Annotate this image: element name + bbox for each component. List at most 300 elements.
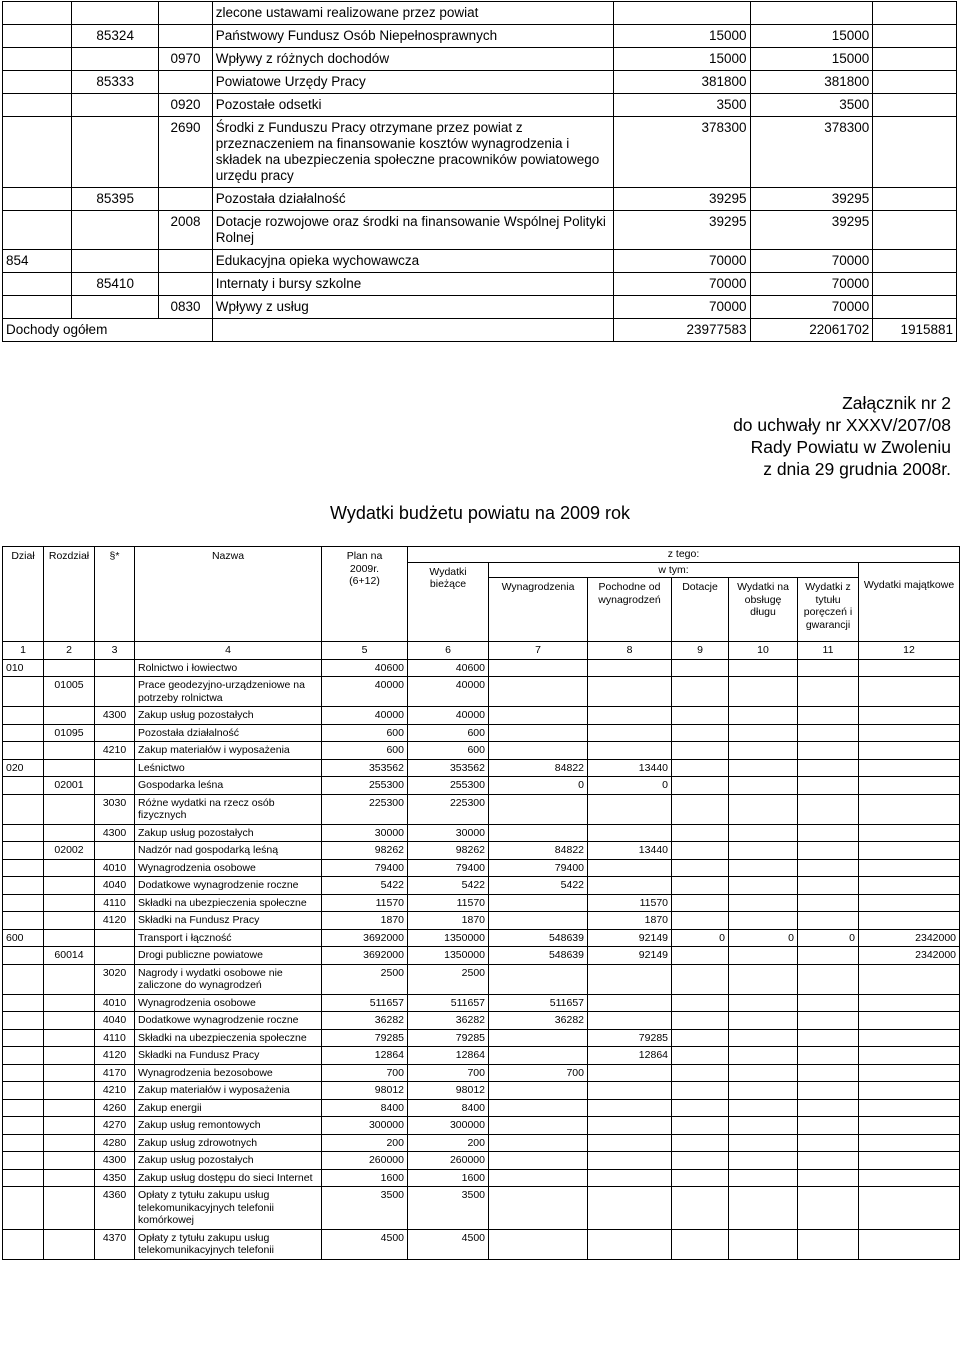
name-cell: Składki na ubezpieczenia społeczne (135, 894, 322, 912)
dotacje-cell (672, 777, 729, 795)
dotacje-cell (672, 1064, 729, 1082)
paragraf-cell: 4260 (95, 1099, 135, 1117)
poreczenia-cell (798, 1029, 859, 1047)
dzial-cell (3, 1082, 44, 1100)
obsluga-cell (729, 1117, 798, 1135)
majatkowe-cell (859, 1099, 960, 1117)
dzial-cell (3, 296, 72, 319)
pochodne-cell (588, 1152, 672, 1170)
col-biezace: Wydatki bieżące (408, 562, 489, 642)
paragraf-cell: 4300 (95, 1152, 135, 1170)
plan-cell: 3692000 (322, 947, 408, 965)
obsluga-cell (729, 777, 798, 795)
pochodne-cell: 1870 (588, 912, 672, 930)
paragraf-cell (95, 777, 135, 795)
majatkowe-cell: 2342000 (859, 947, 960, 965)
obsluga-cell (729, 1187, 798, 1230)
amount-cell: 15000 (614, 25, 750, 48)
dzial-cell: 010 (3, 659, 44, 677)
paragraf-cell: 2690 (159, 117, 213, 188)
wynagrodzenia-cell: 36282 (489, 1012, 588, 1030)
obsluga-cell (729, 1134, 798, 1152)
rozdzial-cell (44, 759, 95, 777)
paragraf-cell: 4210 (95, 742, 135, 760)
amount-cell (873, 250, 957, 273)
dzial-cell (3, 1117, 44, 1135)
poreczenia-cell (798, 742, 859, 760)
amount-cell (873, 188, 957, 211)
dotacje-cell (672, 842, 729, 860)
name-cell: Zakup materiałów i wyposażenia (135, 742, 322, 760)
table-row (3, 659, 960, 677)
name-cell: Wynagrodzenia osobowe (135, 859, 322, 877)
obsluga-cell (729, 794, 798, 824)
name-cell: Wpływy z usług (212, 296, 614, 319)
paragraf-cell: 4040 (95, 1012, 135, 1030)
pochodne-cell: 0 (588, 777, 672, 795)
biezace-cell: 1600 (408, 1169, 489, 1187)
paragraf-cell: 4010 (95, 994, 135, 1012)
plan-cell: 79400 (322, 859, 408, 877)
rozdzial-cell (72, 94, 159, 117)
name-cell: Zakup usług pozostałych (135, 1152, 322, 1170)
dzial-cell (3, 188, 72, 211)
dzial-cell (3, 48, 72, 71)
biezace-cell: 98012 (408, 1082, 489, 1100)
col-number: 4 (135, 642, 322, 660)
rozdzial-cell: 85410 (72, 273, 159, 296)
poreczenia-cell (798, 1047, 859, 1065)
wynagrodzenia-cell (489, 659, 588, 677)
wynagrodzenia-cell (489, 724, 588, 742)
wynagrodzenia-cell (489, 1169, 588, 1187)
pochodne-cell (588, 964, 672, 994)
biezace-cell: 255300 (408, 777, 489, 795)
dzial-cell (3, 777, 44, 795)
biezace-cell: 40000 (408, 707, 489, 725)
table-row (3, 759, 960, 777)
paragraf-cell (159, 273, 213, 296)
poreczenia-cell (798, 912, 859, 930)
name-cell: Wpływy z różnych dochodów (212, 48, 614, 71)
dotacje-cell (672, 859, 729, 877)
majatkowe-cell: 2342000 (859, 929, 960, 947)
plan-cell: 200 (322, 1134, 408, 1152)
wynagrodzenia-cell: 79400 (489, 859, 588, 877)
majatkowe-cell (859, 1229, 960, 1259)
amount-cell (873, 117, 957, 188)
wynagrodzenia-cell (489, 894, 588, 912)
dzial-cell: 020 (3, 759, 44, 777)
pochodne-cell: 92149 (588, 929, 672, 947)
pochodne-cell (588, 859, 672, 877)
rozdzial-cell (44, 912, 95, 930)
page-title: Wydatki budżetu powiatu na 2009 rok (329, 503, 631, 523)
name-cell: Zakup usług zdrowotnych (135, 1134, 322, 1152)
poreczenia-cell (798, 1152, 859, 1170)
paragraf-cell (159, 188, 213, 211)
poreczenia-cell (798, 894, 859, 912)
obsluga-cell (729, 742, 798, 760)
rozdzial-cell (72, 2, 159, 25)
name-cell: Państwowy Fundusz Osób Niepełnosprawnych (212, 25, 614, 48)
dzial-cell (3, 842, 44, 860)
obsluga-cell (729, 894, 798, 912)
amount-cell: 70000 (750, 296, 873, 319)
table-row (3, 742, 960, 760)
obsluga-cell (729, 1064, 798, 1082)
paragraf-cell: 4110 (95, 1029, 135, 1047)
majatkowe-cell (859, 759, 960, 777)
wynagrodzenia-cell: 548639 (489, 947, 588, 965)
name-cell: Środki z Funduszu Pracy otrzymane przez powiat z przeznaczeniem na finansowanie kosztów wynagrodzenia i składek na ubezpieczenia społeczne pracowników powiatowego urzędu pracy (212, 117, 614, 188)
col-dotacje: Dotacje (672, 578, 729, 642)
amount-cell: 39295 (614, 188, 750, 211)
income-row (3, 25, 957, 48)
name-cell: Dodatkowe wynagrodzenie roczne (135, 1012, 322, 1030)
plan-cell: 260000 (322, 1152, 408, 1170)
majatkowe-cell (859, 1134, 960, 1152)
majatkowe-cell (859, 824, 960, 842)
col-plan: Plan na 2009r. (6+12) (322, 547, 408, 642)
name-cell: Zakup materiałów i wyposażenia (135, 1082, 322, 1100)
poreczenia-cell (798, 724, 859, 742)
majatkowe-cell (859, 707, 960, 725)
name-cell: Opłaty z tytułu zakupu usług telekomunikacyjnych telefonii komórkowej (135, 1187, 322, 1230)
amount-cell: 70000 (614, 250, 750, 273)
plan-cell: 600 (322, 742, 408, 760)
table-row (3, 1064, 960, 1082)
dotacje-cell: 0 (672, 929, 729, 947)
amount-cell (873, 71, 957, 94)
wynagrodzenia-cell: 0 (489, 777, 588, 795)
amount-cell (873, 94, 957, 117)
col-number: 12 (859, 642, 960, 660)
rozdzial-cell (44, 794, 95, 824)
majatkowe-cell (859, 964, 960, 994)
obsluga-cell (729, 859, 798, 877)
col-number: 1 (3, 642, 44, 660)
wynagrodzenia-cell (489, 912, 588, 930)
table-row (3, 707, 960, 725)
name-cell: Zakup usług pozostałych (135, 824, 322, 842)
biezace-cell: 40000 (408, 677, 489, 707)
pochodne-cell (588, 724, 672, 742)
total-amount: 1915881 (873, 319, 957, 342)
poreczenia-cell (798, 964, 859, 994)
rozdzial-cell (44, 824, 95, 842)
rozdzial-cell (44, 859, 95, 877)
paragraf-cell: 3020 (95, 964, 135, 994)
poreczenia-cell (798, 877, 859, 895)
pochodne-cell (588, 1229, 672, 1259)
wynagrodzenia-cell (489, 824, 588, 842)
pochodne-cell (588, 659, 672, 677)
paragraf-cell: 4010 (95, 859, 135, 877)
dotacje-cell (672, 877, 729, 895)
col-rozdzial: Rozdział (44, 547, 95, 642)
paragraf-cell: 2008 (159, 211, 213, 250)
col-majatkowe: Wydatki majątkowe (859, 562, 960, 642)
rozdzial-cell (44, 1187, 95, 1230)
name-cell: Nadzór nad gospodarką leśną (135, 842, 322, 860)
rozdzial-cell: 60014 (44, 947, 95, 965)
majatkowe-cell (859, 842, 960, 860)
poreczenia-cell: 0 (798, 929, 859, 947)
annex-date: z dnia 29 grudnia 2008r. (763, 459, 951, 479)
table-row (3, 1099, 960, 1117)
dotacje-cell (672, 1229, 729, 1259)
dzial-cell (3, 1134, 44, 1152)
plan-cell: 300000 (322, 1117, 408, 1135)
col-number: 3 (95, 642, 135, 660)
pochodne-cell: 79285 (588, 1029, 672, 1047)
wynagrodzenia-cell: 511657 (489, 994, 588, 1012)
dotacje-cell (672, 1012, 729, 1030)
plan-cell: 4500 (322, 1229, 408, 1259)
biezace-cell: 79285 (408, 1029, 489, 1047)
pochodne-cell (588, 1099, 672, 1117)
biezace-cell: 8400 (408, 1099, 489, 1117)
table-row (3, 1229, 960, 1259)
amount-cell: 3500 (750, 94, 873, 117)
rozdzial-cell (44, 877, 95, 895)
col-number: 10 (729, 642, 798, 660)
name-cell: zlecone ustawami realizowane przez powiat (212, 2, 614, 25)
wynagrodzenia-cell (489, 1134, 588, 1152)
biezace-cell: 511657 (408, 994, 489, 1012)
poreczenia-cell (798, 824, 859, 842)
pochodne-cell (588, 1082, 672, 1100)
pochodne-cell (588, 994, 672, 1012)
dzial-cell (3, 1099, 44, 1117)
table-row (3, 794, 960, 824)
table-row (3, 677, 960, 707)
majatkowe-cell (859, 1169, 960, 1187)
dotacje-cell (672, 912, 729, 930)
wynagrodzenia-cell: 548639 (489, 929, 588, 947)
income-row (3, 273, 957, 296)
poreczenia-cell (798, 659, 859, 677)
table-row (3, 1012, 960, 1030)
amount-cell: 15000 (614, 48, 750, 71)
table-row (3, 724, 960, 742)
paragraf-cell: 4270 (95, 1117, 135, 1135)
paragraf-cell: 4280 (95, 1134, 135, 1152)
biezace-cell: 2500 (408, 964, 489, 994)
paragraf-cell: 4350 (95, 1169, 135, 1187)
poreczenia-cell (798, 1187, 859, 1230)
wynagrodzenia-cell (489, 1029, 588, 1047)
biezace-cell: 98262 (408, 842, 489, 860)
rozdzial-cell: 01005 (44, 677, 95, 707)
rozdzial-cell (44, 964, 95, 994)
paragraf-cell: 4040 (95, 877, 135, 895)
col-z-tego: z tego: (408, 547, 960, 563)
obsluga-cell: 0 (729, 929, 798, 947)
col-number: 9 (672, 642, 729, 660)
rozdzial-cell (44, 1117, 95, 1135)
pochodne-cell (588, 877, 672, 895)
rozdzial-cell (72, 117, 159, 188)
plan-cell: 225300 (322, 794, 408, 824)
name-cell: Składki na Fundusz Pracy (135, 912, 322, 930)
poreczenia-cell (798, 859, 859, 877)
paragraf-cell: 4210 (95, 1082, 135, 1100)
majatkowe-cell (859, 794, 960, 824)
obsluga-cell (729, 1012, 798, 1030)
income-row (3, 71, 957, 94)
biezace-cell: 11570 (408, 894, 489, 912)
poreczenia-cell (798, 947, 859, 965)
empty-cell (212, 319, 614, 342)
rozdzial-cell (44, 707, 95, 725)
pochodne-cell (588, 707, 672, 725)
rozdzial-cell (44, 1099, 95, 1117)
pochodne-cell: 11570 (588, 894, 672, 912)
plan-cell: 511657 (322, 994, 408, 1012)
amount-cell (873, 48, 957, 71)
dzial-cell (3, 273, 72, 296)
amount-cell: 3500 (614, 94, 750, 117)
obsluga-cell (729, 1047, 798, 1065)
table-row (3, 912, 960, 930)
total-label: Dochody ogółem (3, 319, 213, 342)
col-wynagrodzenia: Wynagrodzenia (489, 578, 588, 642)
amount-cell (614, 2, 750, 25)
paragraf-cell: 4370 (95, 1229, 135, 1259)
obsluga-cell (729, 659, 798, 677)
plan-cell: 12864 (322, 1047, 408, 1065)
poreczenia-cell (798, 1012, 859, 1030)
plan-cell: 700 (322, 1064, 408, 1082)
pochodne-cell: 13440 (588, 842, 672, 860)
obsluga-cell (729, 994, 798, 1012)
dzial-cell (3, 1029, 44, 1047)
rozdzial-cell (44, 1029, 95, 1047)
name-cell: Dodatkowe wynagrodzenie roczne (135, 877, 322, 895)
biezace-cell: 36282 (408, 1012, 489, 1030)
table-row (3, 877, 960, 895)
table-row (3, 1029, 960, 1047)
wynagrodzenia-cell (489, 1187, 588, 1230)
poreczenia-cell (798, 777, 859, 795)
annex-number: Załącznik nr 2 (842, 393, 951, 413)
dzial-cell (3, 2, 72, 25)
dotacje-cell (672, 759, 729, 777)
table-row (3, 824, 960, 842)
pochodne-cell (588, 1064, 672, 1082)
plan-cell: 1600 (322, 1169, 408, 1187)
biezace-cell: 200 (408, 1134, 489, 1152)
col-number: 5 (322, 642, 408, 660)
amount-cell: 378300 (614, 117, 750, 188)
rozdzial-cell (44, 1012, 95, 1030)
dzial-cell (3, 677, 44, 707)
majatkowe-cell (859, 724, 960, 742)
majatkowe-cell (859, 677, 960, 707)
biezace-cell: 5422 (408, 877, 489, 895)
majatkowe-cell (859, 1064, 960, 1082)
wynagrodzenia-cell: 84822 (489, 759, 588, 777)
obsluga-cell (729, 707, 798, 725)
rozdzial-cell (44, 929, 95, 947)
name-cell: Pozostałe odsetki (212, 94, 614, 117)
biezace-cell: 1350000 (408, 947, 489, 965)
name-cell: Składki na Fundusz Pracy (135, 1047, 322, 1065)
col-w-tym: w tym: (489, 562, 859, 578)
rozdzial-cell: 02001 (44, 777, 95, 795)
dotacje-cell (672, 794, 729, 824)
rozdzial-cell: 85395 (72, 188, 159, 211)
wynagrodzenia-cell (489, 1117, 588, 1135)
paragraf-cell: 0830 (159, 296, 213, 319)
pochodne-cell (588, 742, 672, 760)
amount-cell: 378300 (750, 117, 873, 188)
dotacje-cell (672, 1169, 729, 1187)
majatkowe-cell (859, 742, 960, 760)
wynagrodzenia-cell (489, 1099, 588, 1117)
dzial-cell (3, 724, 44, 742)
majatkowe-cell (859, 1047, 960, 1065)
rozdzial-cell (72, 48, 159, 71)
name-cell: Zakup usług dostępu do sieci Internet (135, 1169, 322, 1187)
pochodne-cell: 92149 (588, 947, 672, 965)
dotacje-cell (672, 1152, 729, 1170)
col-paragraf: §* (95, 547, 135, 642)
table-row (3, 894, 960, 912)
biezace-cell: 30000 (408, 824, 489, 842)
paragraf-cell: 0970 (159, 48, 213, 71)
biezace-cell: 353562 (408, 759, 489, 777)
income-row (3, 2, 957, 25)
col-number: 2 (44, 642, 95, 660)
rozdzial-cell (44, 1064, 95, 1082)
table-row (3, 964, 960, 994)
majatkowe-cell (859, 1187, 960, 1230)
rozdzial-cell (44, 1134, 95, 1152)
plan-cell: 600 (322, 724, 408, 742)
plan-cell: 40000 (322, 677, 408, 707)
poreczenia-cell (798, 1117, 859, 1135)
majatkowe-cell (859, 894, 960, 912)
pochodne-cell (588, 1187, 672, 1230)
income-row (3, 48, 957, 71)
biezace-cell: 300000 (408, 1117, 489, 1135)
dzial-cell (3, 877, 44, 895)
name-cell: Opłaty z tytułu zakupu usług telekomunikacyjnych telefonii (135, 1229, 322, 1259)
obsluga-cell (729, 947, 798, 965)
name-cell: Zakup usług pozostałych (135, 707, 322, 725)
majatkowe-cell (859, 859, 960, 877)
table-row (3, 1047, 960, 1065)
paragraf-cell (95, 929, 135, 947)
poreczenia-cell (798, 842, 859, 860)
paragraf-cell (95, 677, 135, 707)
paragraf-cell (159, 2, 213, 25)
col-number: 11 (798, 642, 859, 660)
majatkowe-cell (859, 994, 960, 1012)
rozdzial-cell: 85324 (72, 25, 159, 48)
majatkowe-cell (859, 777, 960, 795)
dotacje-cell (672, 677, 729, 707)
biezace-cell: 260000 (408, 1152, 489, 1170)
obsluga-cell (729, 877, 798, 895)
paragraf-cell (159, 250, 213, 273)
obsluga-cell (729, 1169, 798, 1187)
dotacje-cell (672, 1082, 729, 1100)
dzial-cell (3, 912, 44, 930)
